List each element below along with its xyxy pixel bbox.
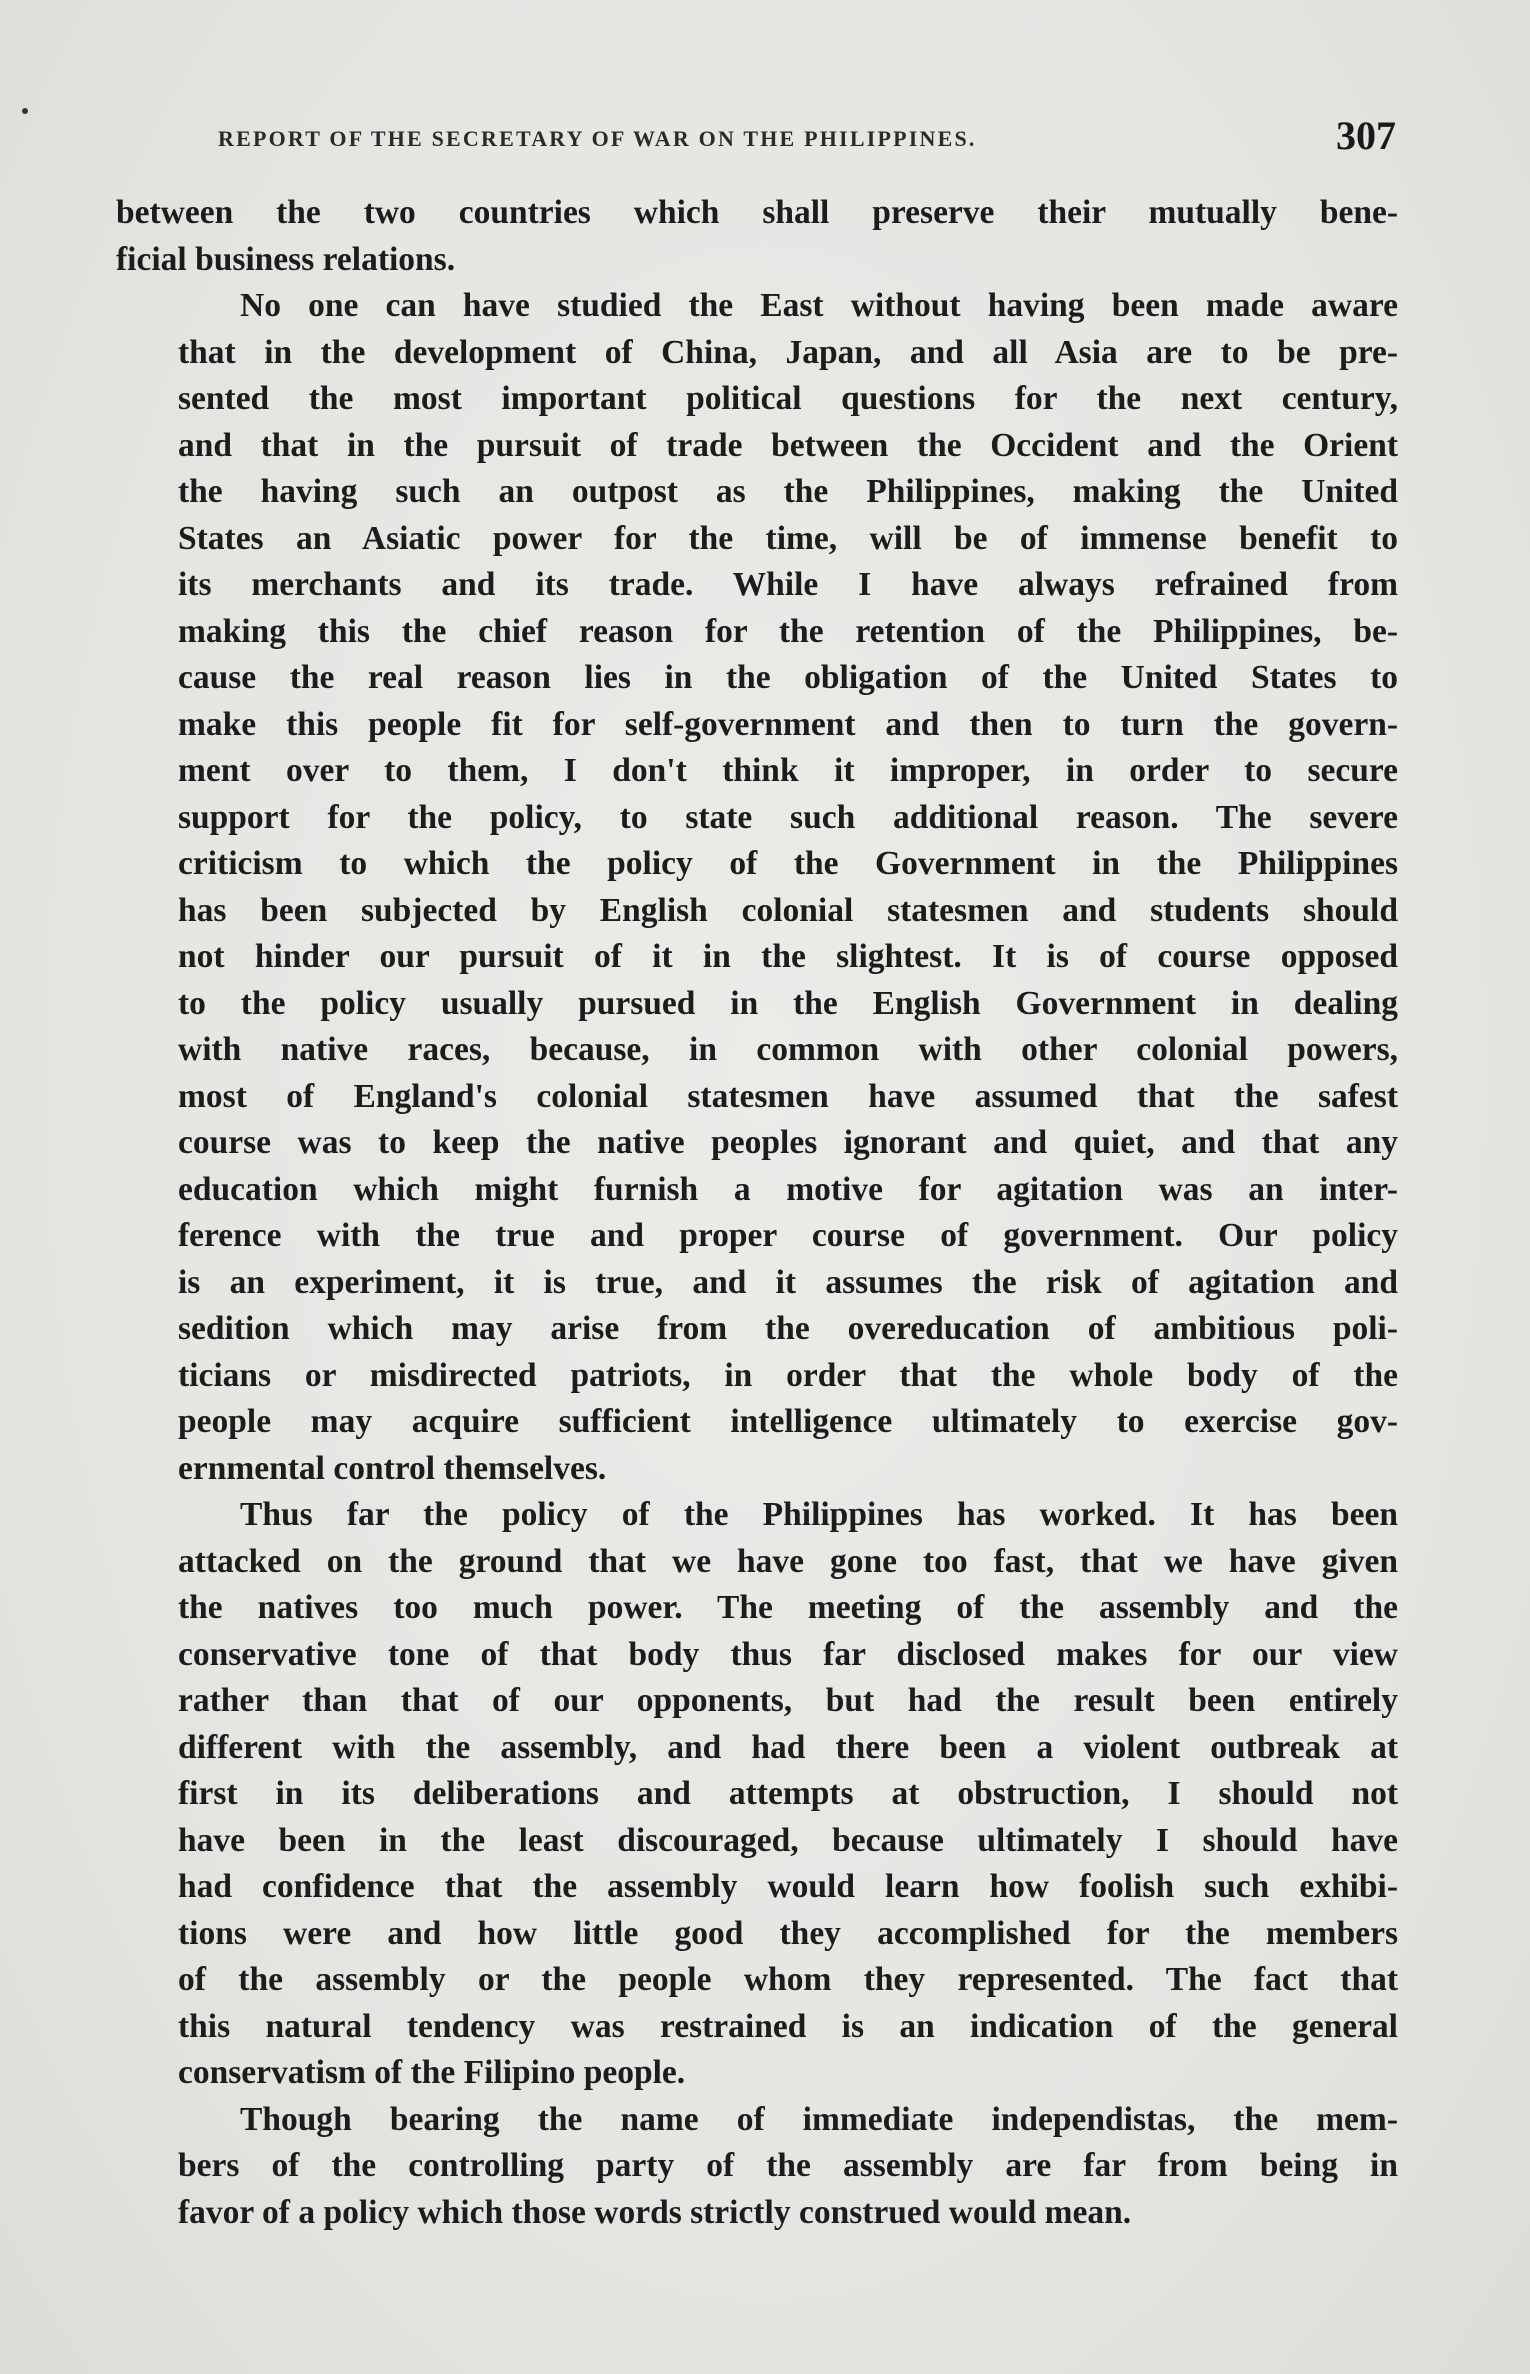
text-line: is an experiment, it is true, and it assumes the risk of agitation and bbox=[178, 1263, 1398, 1301]
ink-speck bbox=[22, 108, 28, 114]
text-line: the natives too much power. The meeting of the assembly and the bbox=[178, 1589, 1398, 1626]
text-line: attacked on the ground that we have gone too fast, that we have given bbox=[178, 1542, 1398, 1580]
text-line: different with the assembly, and had there been a violent outbreak at bbox=[178, 1728, 1398, 1766]
text-line: most of England's colonial statesmen have assumed that the safest bbox=[178, 1077, 1398, 1115]
text-line: bers of the controlling party of the assembly are far from being in bbox=[178, 2147, 1398, 2184]
text-line: criticism to which the policy of the Government in the Philippines bbox=[178, 845, 1398, 882]
text-line: ticians or misdirected patriots, in order that the whole body of the bbox=[178, 1356, 1398, 1394]
text-line: Thus far the policy of the Philippines has worked. It has been bbox=[240, 1496, 1398, 1533]
paragraph bbox=[116, 1492, 1398, 2097]
page-header bbox=[218, 112, 1396, 172]
text-line: conservative tone of that body thus far disclosed makes for our view bbox=[178, 1635, 1398, 1673]
paragraph bbox=[116, 190, 1398, 283]
text-line: sented the most important political questions for the next century, bbox=[178, 380, 1398, 417]
text-line: States an Asiatic power for the time, will be of immense benefit to bbox=[178, 519, 1398, 557]
text-line: ment over to them, I don't think it improper, in order to secure bbox=[178, 752, 1398, 789]
text-line: of the assembly or the people whom they represented. The fact that bbox=[178, 1961, 1398, 1998]
text-line: have been in the least discouraged, because ultimately I should have bbox=[178, 1821, 1398, 1859]
text-line: make this people fit for self-government and then to turn the govern- bbox=[178, 705, 1398, 743]
text-line: course was to keep the native peoples ignorant and quiet, and that any bbox=[178, 1124, 1398, 1161]
text-line: this natural tendency was restrained is an indication of the general bbox=[178, 2007, 1398, 2045]
body-text bbox=[116, 190, 1398, 2236]
text-line: education which might furnish a motive for agitation was an inter- bbox=[178, 1170, 1398, 1208]
text-line: favor of a policy which those words strictly construed would mean. bbox=[178, 2193, 1132, 2231]
text-line: between the two countries which shall preserve their mutually bene- bbox=[116, 194, 1398, 231]
text-line: sedition which may arise from the overeducation of ambitious poli- bbox=[178, 1310, 1398, 1347]
text-line: not hinder our pursuit of it in the slightest. It is of course opposed bbox=[178, 938, 1398, 975]
text-line: ficial business relations. bbox=[116, 240, 456, 278]
text-line: cause the real reason lies in the obligation of the United States to bbox=[178, 659, 1398, 696]
text-line: making this the chief reason for the retention of the Philippines, be- bbox=[178, 612, 1398, 650]
text-line: and that in the pursuit of trade between the Occident and the Orient bbox=[178, 426, 1398, 464]
running-head: REPORT OF THE SECRETARY OF WAR ON THE PHILIPPINES. bbox=[218, 126, 977, 151]
text-line: had confidence that the assembly would learn how foolish such exhibi- bbox=[178, 1868, 1398, 1905]
text-line: first in its deliberations and attempts at obstruction, I should not bbox=[178, 1775, 1398, 1812]
text-line: tions were and how little good they accomplished for the members bbox=[178, 1914, 1398, 1952]
text-line: conservatism of the Filipino people. bbox=[178, 2054, 686, 2091]
text-line: has been subjected by English colonial statesmen and students should bbox=[178, 891, 1398, 929]
text-line: people may acquire sufficient intelligence ultimately to exercise gov- bbox=[178, 1403, 1398, 1440]
paragraph bbox=[116, 2097, 1398, 2237]
text-line: rather than that of our opponents, but had the result been entirely bbox=[178, 1682, 1398, 1719]
page-number: 307 bbox=[1336, 113, 1396, 158]
text-line: No one can have studied the East without having been made aware bbox=[240, 287, 1398, 324]
text-line: Though bearing the name of immediate independistas, the mem- bbox=[240, 2100, 1398, 2138]
text-line: ernmental control themselves. bbox=[178, 1449, 607, 1487]
text-line: its merchants and its trade. While I have always refrained from bbox=[178, 566, 1398, 603]
paragraph bbox=[116, 283, 1398, 1492]
text-line: support for the policy, to state such additional reason. The severe bbox=[178, 798, 1398, 836]
text-line: that in the development of China, Japan, and all Asia are to be pre- bbox=[178, 333, 1398, 371]
text-line: to the policy usually pursued in the English Government in dealing bbox=[178, 984, 1398, 1022]
text-line: the having such an outpost as the Philippines, making the United bbox=[178, 473, 1398, 510]
text-line: with native races, because, in common with other colonial powers, bbox=[178, 1031, 1398, 1068]
text-line: ference with the true and proper course of government. Our policy bbox=[178, 1217, 1398, 1254]
